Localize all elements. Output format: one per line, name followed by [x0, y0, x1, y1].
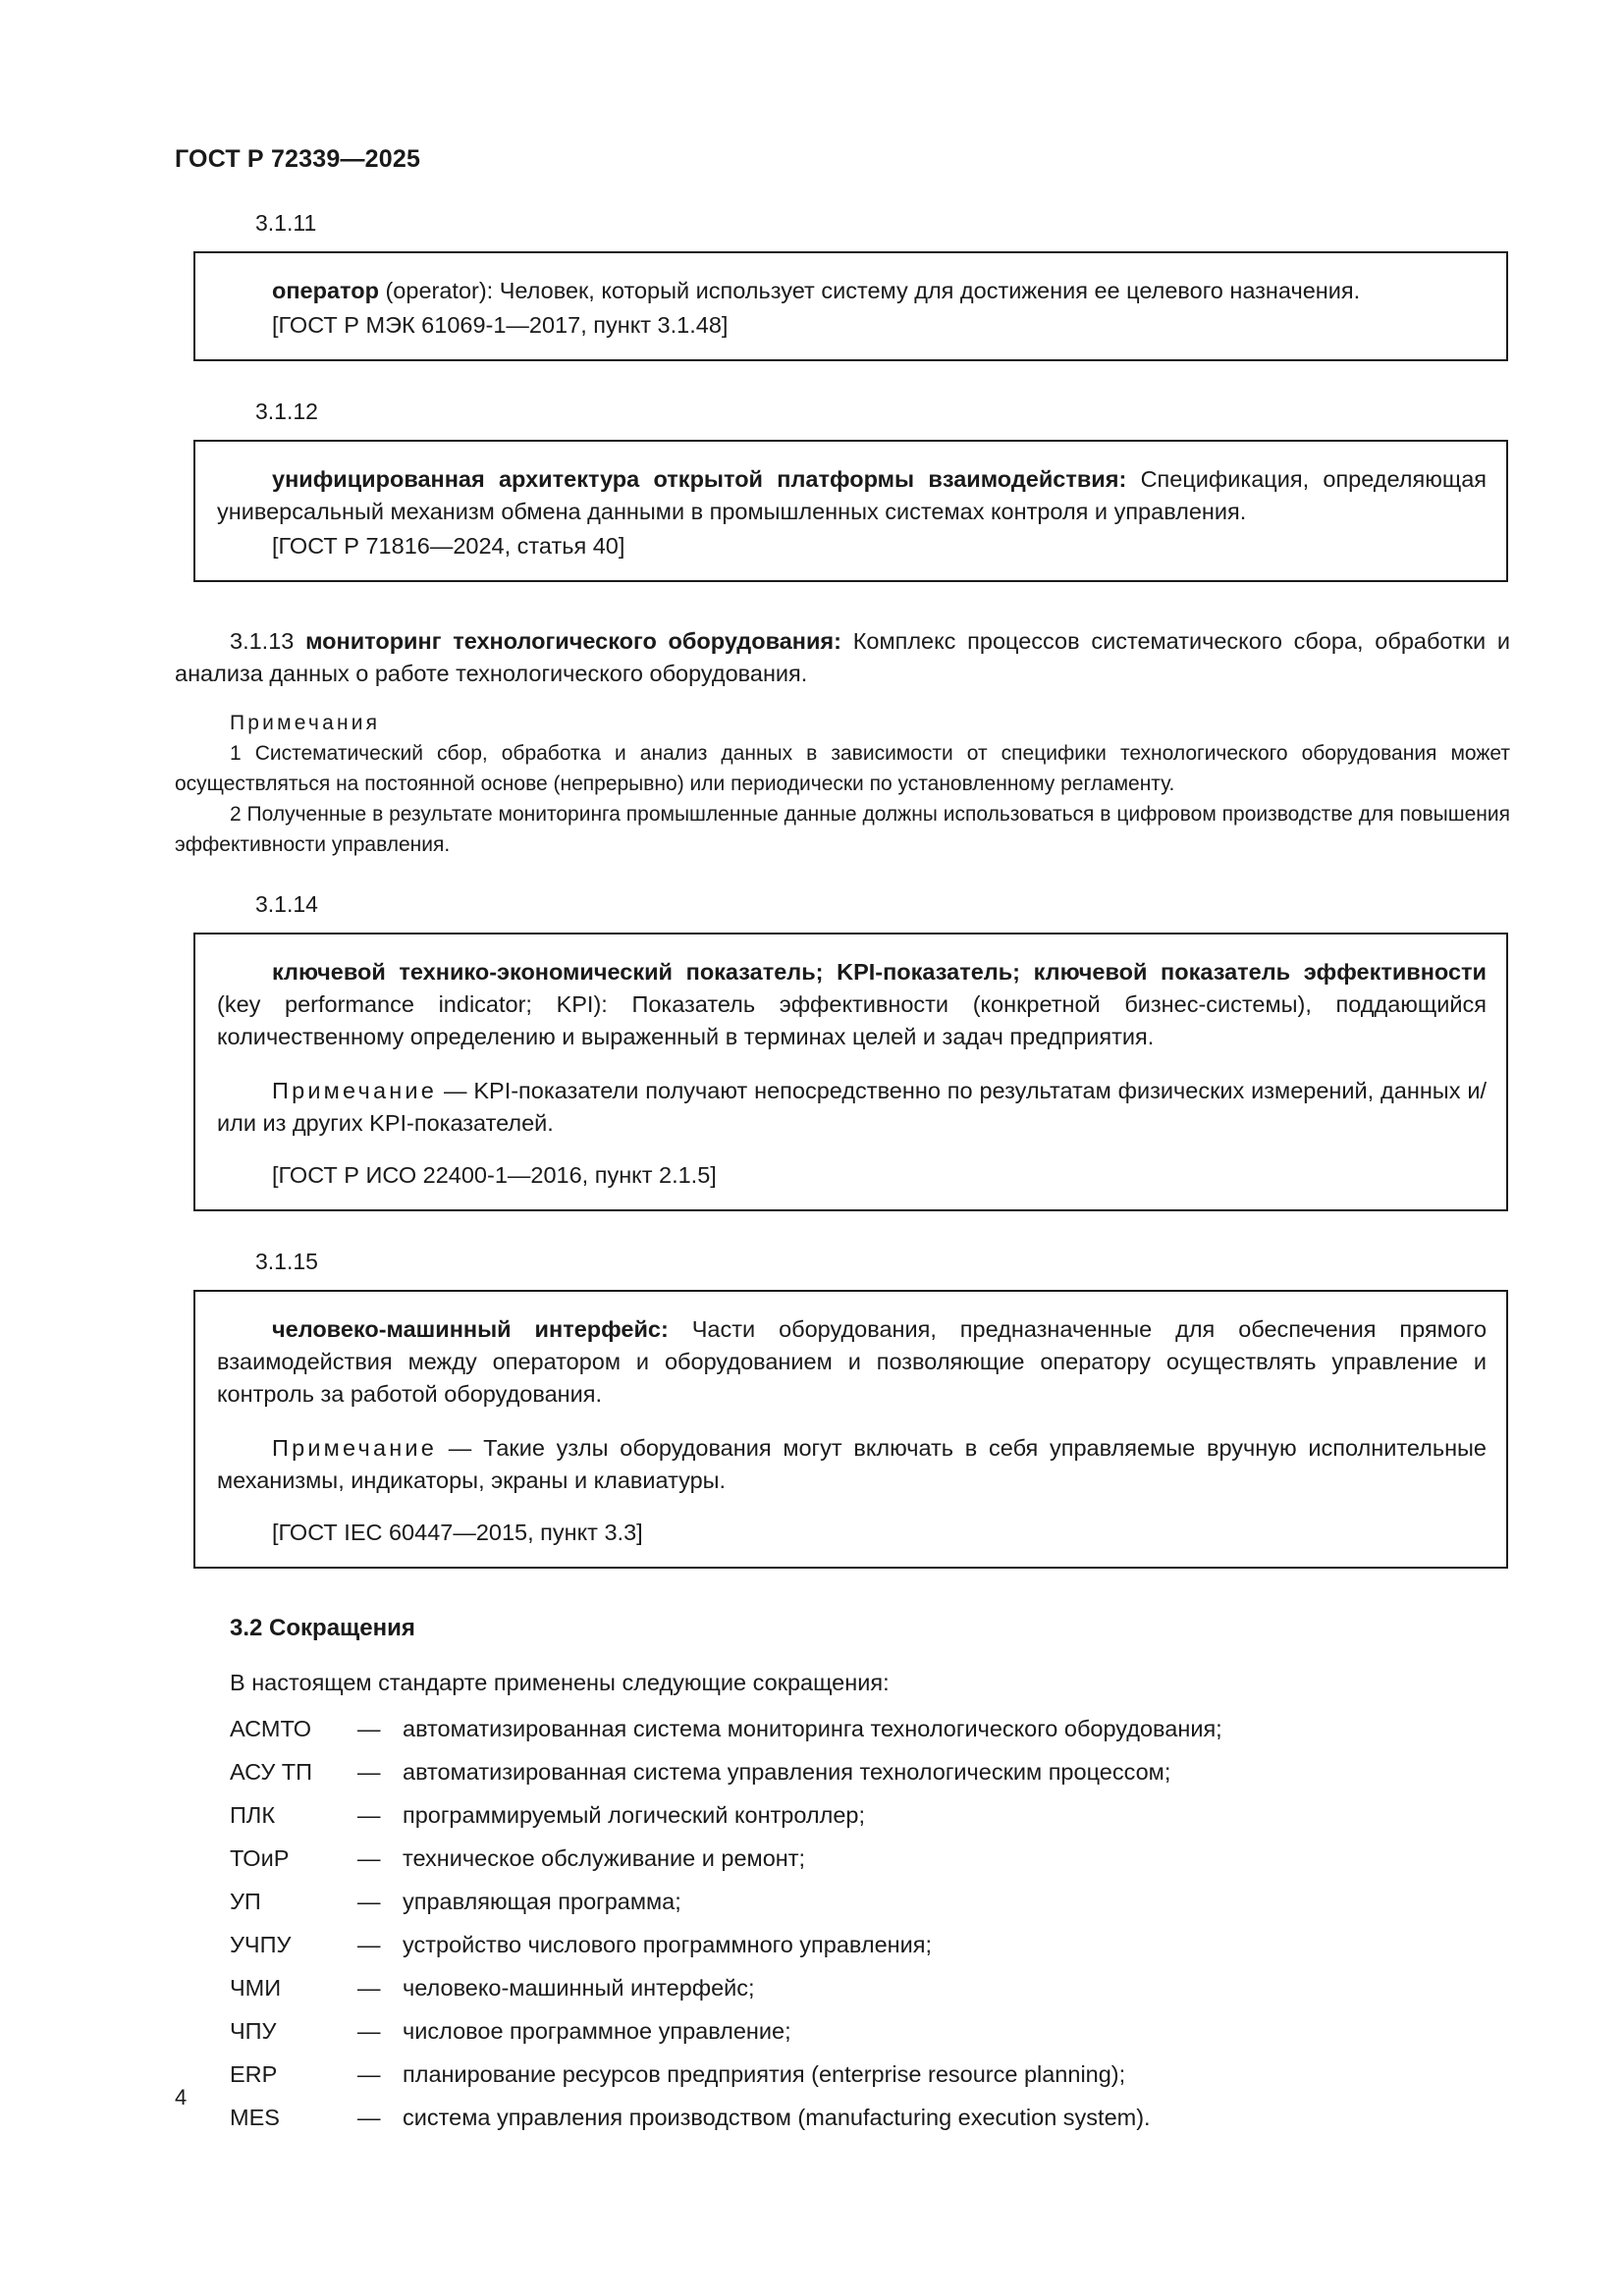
- abbreviation-row: [230, 1880, 1510, 1923]
- page-content: [175, 208, 1510, 2139]
- abbreviation-dash: —: [357, 2105, 381, 2130]
- abbreviation-value: автоматизированная система управления технологическим процессом;: [403, 1759, 1171, 1785]
- term-source-3-1-14: [ГОСТ Р ИСО 22400-1—2016, пункт 2.1.5]: [272, 1162, 717, 1188]
- term-definition-box-3-1-15: [193, 1290, 1508, 1569]
- note-label-3-1-15: Примечание: [272, 1435, 438, 1461]
- abbreviations-intro: В настоящем стандарте применены следующие сокращения:: [230, 1670, 890, 1695]
- abbreviation-value: устройство числового программного управления;: [403, 1932, 932, 1957]
- note-dash-3-1-14: —: [443, 1078, 467, 1103]
- note-label-3-1-14: Примечание: [272, 1078, 438, 1103]
- notes-heading-3-1-13: Примечания: [230, 712, 381, 734]
- clause-number-3-1-11: 3.1.11: [255, 210, 317, 236]
- term-name-3-1-13: мониторинг технологического оборудования:: [305, 628, 841, 654]
- section-heading-3-2: 3.2 Сокращения: [230, 1615, 415, 1641]
- abbreviation-key: MES: [230, 2105, 280, 2130]
- abbreviation-row: [230, 2009, 1510, 2053]
- term-body-3-1-15: Части оборудования, предназначенные для обеспечения прямого взаимодействия между оператором и оборудованием и позволяющие оператору осуществлять управление и контроль за работой оборудования.: [217, 1316, 1488, 1407]
- abbreviation-row: [230, 2053, 1510, 2096]
- clause-number-3-1-15: 3.1.15: [255, 1249, 318, 1274]
- term-name-3-1-12: унифицированная архитектура открытой платформы взаимодействия:: [272, 466, 1127, 492]
- abbreviation-key: УП: [230, 1889, 261, 1914]
- abbreviation-key: АСУ ТП: [230, 1759, 313, 1785]
- abbreviation-dash: —: [357, 1889, 381, 1914]
- abbreviation-dash: —: [357, 2061, 381, 2087]
- term-body-3-1-14: Показатель эффективности (конкретной бизнес-системы), поддающийся количественному определению и выраженный в терминах целей и задач предприятия.: [217, 991, 1487, 1049]
- abbreviation-dash: —: [357, 1716, 381, 1741]
- abbreviation-dash: —: [357, 1802, 381, 1828]
- page-number: 4: [175, 2085, 188, 2109]
- term-definition-text-3-1-11: [217, 275, 1487, 307]
- abbreviation-dash: —: [357, 2018, 381, 2044]
- abbreviation-key: ЧМИ: [230, 1975, 282, 2001]
- term-definition-box-3-1-14: [193, 933, 1508, 1211]
- abbreviation-key: ЧПУ: [230, 2018, 277, 2044]
- abbreviation-value: планирование ресурсов предприятия (enterprise resource planning);: [403, 2061, 1126, 2087]
- term-english-3-1-11: (operator):: [385, 278, 494, 303]
- clause-number-3-1-13: 3.1.13: [230, 628, 295, 654]
- abbreviation-dash: —: [357, 1975, 381, 2001]
- abbreviation-dash: —: [357, 1759, 381, 1785]
- term-definition-box-3-1-11: [193, 251, 1508, 361]
- term-note-3-1-14: [217, 1075, 1487, 1140]
- term-body-3-1-11: Человек, который использует систему для достижения ее целевого назначения.: [499, 278, 1361, 303]
- abbreviation-row: [230, 1750, 1510, 1793]
- abbreviation-row: [230, 1793, 1510, 1837]
- term-source-3-1-11: [ГОСТ Р МЭК 61069-1—2017, пункт 3.1.48]: [272, 312, 729, 338]
- abbreviation-value: техническое обслуживание и ремонт;: [403, 1845, 806, 1871]
- term-body-3-1-12: Спецификация, определяющая универсальный механизм обмена данными в промышленных системах контроля и управления.: [217, 466, 1488, 524]
- term-definition-text-3-1-15: [217, 1313, 1487, 1411]
- note-dash-3-1-15: —: [448, 1435, 472, 1461]
- running-header-standard-number: ГОСТ Р 72339—2025: [175, 145, 421, 173]
- term-body-3-1-13: Комплекс процессов систематического сбора, обработки и анализа данных о работе технологического оборудования.: [175, 628, 1511, 686]
- abbreviation-value: программируемый логический контроллер;: [403, 1802, 866, 1828]
- abbreviation-row: [230, 1923, 1510, 1966]
- term-note-3-1-15: [217, 1432, 1487, 1497]
- term-english-3-1-14: (key performance indicator; KPI):: [217, 991, 608, 1017]
- note-text-3-1-15: Такие узлы оборудования могут включать в себя управляемые вручную исполнительные механизмы, индикаторы, экраны и клавиатуры.: [217, 1435, 1488, 1493]
- term-name-3-1-15: человеко-машинный интерфейс:: [272, 1316, 669, 1342]
- term-name-3-1-14: ключевой технико-экономический показатель; KPI-показатель; ключевой показатель эффективности: [272, 959, 1487, 985]
- term-definition-text-3-1-12: [217, 463, 1487, 528]
- abbreviation-key: ПЛК: [230, 1802, 276, 1828]
- term-source-3-1-12: [ГОСТ Р 71816—2024, статья 40]: [272, 533, 625, 559]
- abbreviation-key: АСМТО: [230, 1716, 312, 1741]
- abbreviation-dash: —: [357, 1845, 381, 1871]
- clause-paragraph-3-1-13: [175, 625, 1510, 690]
- term-definition-box-3-1-12: [193, 440, 1508, 582]
- note-text-3-1-14: KPI-показатели получают непосредственно по результатам физических измерений, данных и/или из других KPI-показателей.: [217, 1078, 1487, 1136]
- abbreviation-dash: —: [357, 1932, 381, 1957]
- abbreviation-key: ERP: [230, 2061, 278, 2087]
- note-1-3-1-13: 1 Систематический сбор, обработка и анализ данных в зависимости от специфики технологического оборудования может осуществляться на постоянной основе (непрерывно) или периодически по установленному регламенту.: [175, 742, 1510, 795]
- abbreviation-value: управляющая программа;: [403, 1889, 681, 1914]
- abbreviation-row: [230, 2096, 1510, 2139]
- abbreviation-value: система управления производством (manufacturing execution system).: [403, 2105, 1151, 2130]
- abbreviation-key: УЧПУ: [230, 1932, 292, 1957]
- term-name-3-1-11: оператор: [272, 278, 379, 303]
- abbreviation-row: [230, 1966, 1510, 2009]
- abbreviation-row: [230, 1707, 1510, 1750]
- term-source-3-1-15: [ГОСТ IEC 60447—2015, пункт 3.3]: [272, 1520, 643, 1545]
- abbreviation-key: ТОиР: [230, 1845, 290, 1871]
- clause-number-3-1-12: 3.1.12: [255, 399, 318, 424]
- clause-number-3-1-14: 3.1.14: [255, 891, 318, 917]
- note-2-3-1-13: 2 Полученные в результате мониторинга промышленные данные должны использоваться в цифровом производстве для повышения эффективности управления.: [175, 803, 1510, 856]
- term-definition-text-3-1-14: [217, 956, 1487, 1053]
- abbreviations-list: [230, 1707, 1510, 2139]
- abbreviation-value: числовое программное управление;: [403, 2018, 791, 2044]
- abbreviation-row: [230, 1837, 1510, 1880]
- abbreviation-value: человеко-машинный интерфейс;: [403, 1975, 755, 2001]
- abbreviation-value: автоматизированная система мониторинга технологического оборудования;: [403, 1716, 1222, 1741]
